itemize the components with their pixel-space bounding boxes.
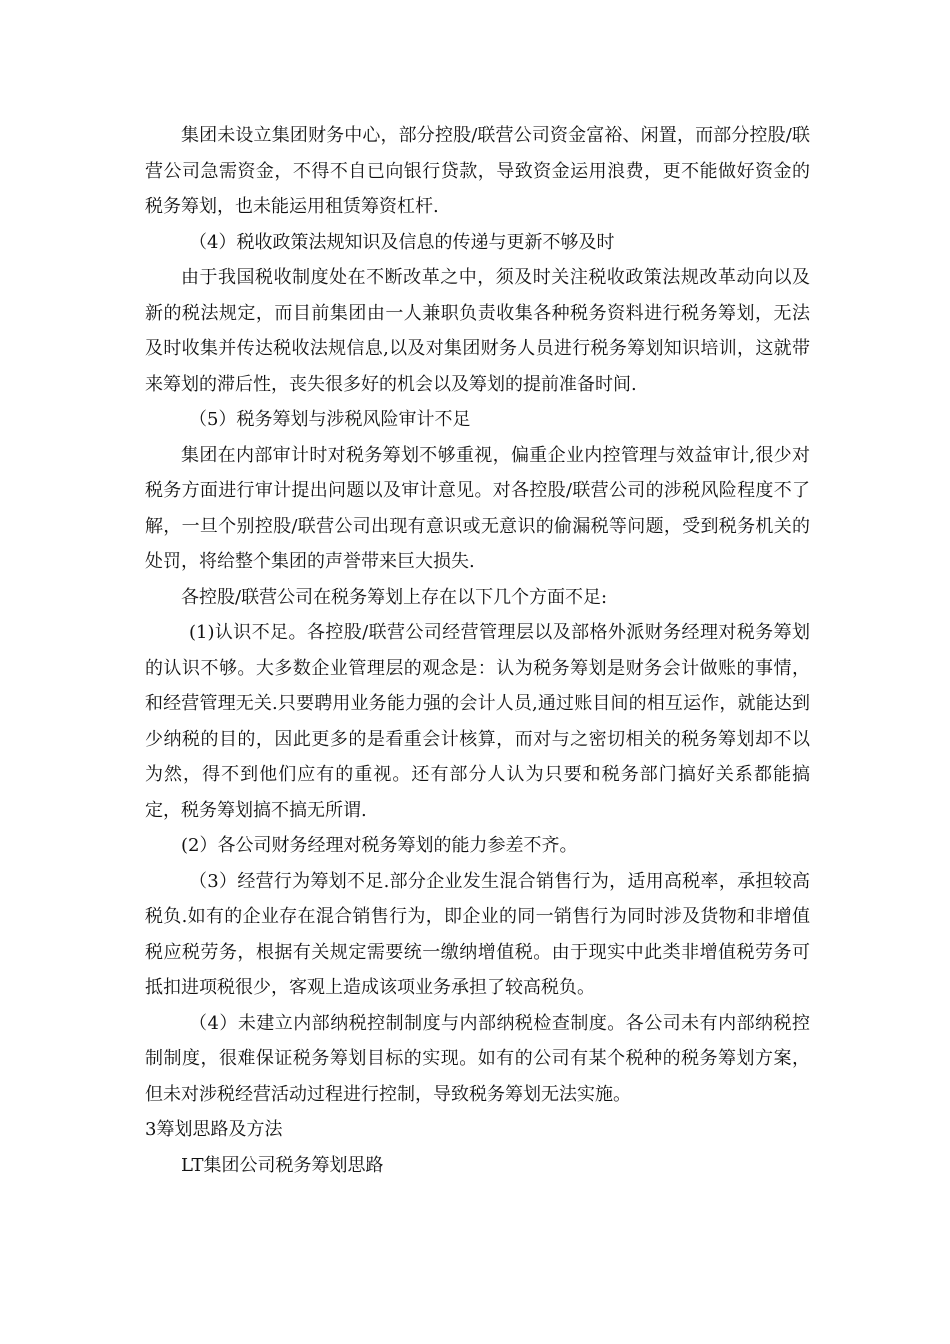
paragraph-fund-center: 集团未设立集团财务中心，部分控股/联营公司资金富裕、闲置，而部分控股/联营公司急需资金，不得不自已向银行贷款，导致资金运用浪费，更不能做好资金的税务筹划，也未能运用租赁筹资杠杆. [145, 125, 810, 217]
paragraph-awareness: (1)认识不足。各控股/联营公司经营管理层以及部格外派财务经理对税务筹划的认识不够。大多数企业管理层的观念是：认为税务筹划是财务会计做账的事情，和经营管理无关.只要聘用业务能力强的会计人员,通过账目间的相互运作，就能达到少纳税的目的，因此更多的是看重会计核算，而对与之密切相关的税务筹划却不以为然，得不到他们应有的重视。还有部分人认为只要和税务部门搞好关系都能搞定，税务筹划搞不搞无所谓. [145, 622, 810, 821]
paragraph-internal-audit: 集团在内部审计时对税务筹划不够重视，偏重企业内控管理与效益审计,很少对税务方面进行审计提出问题以及审计意见。对各控股/联营公司的涉税风险程度不了解，一旦个别控股/联营公司出现有意识或无意识的偷漏税等问题，受到税务机关的处罚，将给整个集团的声誉带来巨大损失. [145, 444, 810, 572]
document-page [145, 118, 810, 1183]
subsection-heading-lt-group: LT集团公司税务筹划思路 [181, 1154, 384, 1176]
paragraph-business-conduct: （3）经营行为筹划不足.部分企业发生混合销售行为，适用高税率，承担较高税负.如有的企业存在混合销售行为，即企业的同一销售行为同时涉及货物和非增值税应税劳务，根据有关规定需要统一缴纳增值税。由于现实中此类非增值税劳务可抵扣进项税很少，客观上造成该项业务承担了较高税负。 [145, 870, 810, 998]
subheading-tax-audit: （5）税务筹划与涉税风险审计不足 [189, 409, 471, 430]
paragraph-tax-reform: 由于我国税收制度处在不断改革之中，须及时关注税收政策法规改革动向以及新的税法规定，而目前集团由一人兼职负责收集各种税务资料进行税务筹划，无法及时收集并传达税收法规信息,以及对集团财务人员进行税务筹划知识培训，这就带来筹划的滞后性，丧失很多好的机会以及筹划的提前准备时间. [145, 267, 810, 395]
paragraph-subsidiary-shortcomings: 各控股/联营公司在税务筹划上存在以下几个方面不足: [181, 586, 608, 608]
subheading-tax-policy-info: （4）税收政策法规知识及信息的传递与更新不够及时 [189, 231, 615, 253]
section-heading-methods: 3筹划思路及方法 [145, 1119, 283, 1140]
paragraph-finance-manager-ability: (2）各公司财务经理对税务筹划的能力参差不齐。 [181, 835, 578, 856]
paragraph-internal-control: （4）未建立内部纳税控制制度与内部纳税检查制度。各公司未有内部纳税控制制度，很难保证税务筹划目标的实现。如有的公司有某个税种的税务筹划方案，但未对涉税经营活动过程进行控制，导致税务筹划无法实施。 [145, 1012, 810, 1105]
